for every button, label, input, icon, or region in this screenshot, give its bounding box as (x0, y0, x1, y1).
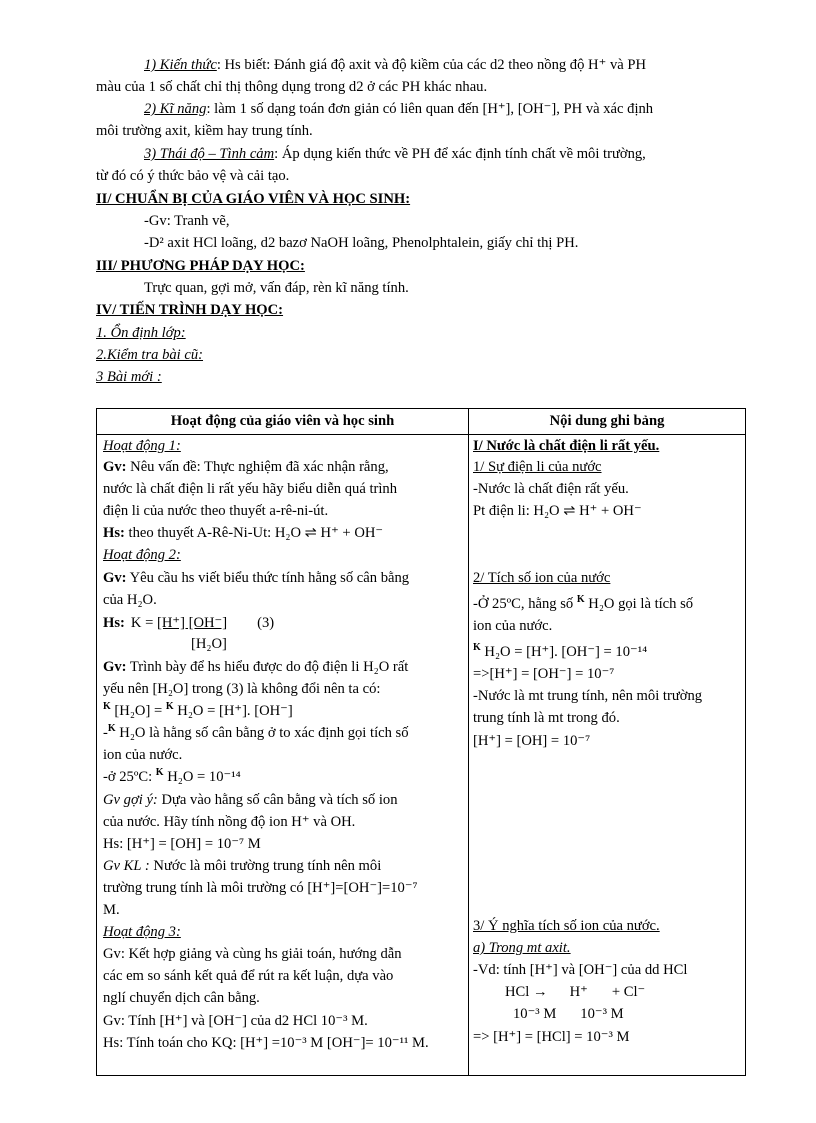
k-superscript: K (155, 767, 164, 779)
hs4-line: Hs: Tính toán cho KQ: [H⁺] =10⁻³ M [OH⁻]= 10⁻¹¹ M. (103, 1035, 429, 1051)
gv3-line-d (103, 723, 409, 743)
gv2-line-a (103, 568, 409, 588)
reaction-product-cl: + Cl⁻ (611, 984, 646, 1000)
column-header-activities: Hoạt động của giáo viên và học sinh (97, 409, 469, 435)
conclusion-line-b: trường trung tính là môi trường có [H⁺]=[OH⁻]=10⁻⁷ (103, 880, 418, 896)
gv5-line: Gv: Tính [H⁺] và [OH⁻] của d2 HCl 10⁻³ M. (103, 1013, 368, 1029)
conclusion-tag: Gv KL : (103, 858, 150, 874)
equation-number: (3) (257, 615, 275, 631)
board-subtitle-1-1: 1/ Sự điện li của nước (473, 459, 602, 475)
objective-attitude-label: 3) Thái độ – Tình cảm (144, 146, 275, 162)
objective-skill-label: 2) Kĩ năng (144, 101, 207, 117)
board-line-3-text: H₂O gọi là tích số (584, 596, 694, 612)
board-line-4: ion của nước. (473, 618, 553, 634)
board-title-1: I/ Nước là chất điện li rất yếu. (473, 438, 660, 454)
fraction-denominator: [H₂O] (191, 636, 227, 652)
hint-line-a (103, 790, 398, 810)
reaction-product-h: H⁺ (569, 984, 588, 1000)
lesson-table (96, 408, 746, 1076)
board-line-11 (505, 982, 645, 1002)
board-line-5 (473, 642, 647, 662)
dash: - (103, 725, 108, 741)
objective-knowledge-text: : Hs biết: Đánh giá độ axit và độ kiềm của các d2 theo nồng độ H⁺ và PH (216, 57, 647, 73)
preparation-materials: -D² axit HCl loãng, d2 bazơ NaOH loãng, Phenolphtalein, giấy chỉ thị PH. (144, 235, 579, 251)
board-line-9: [H⁺] = [OH] = 10⁻⁷ (473, 733, 591, 749)
board-line-13: => [H⁺] = [HCl] = 10⁻³ M (473, 1029, 630, 1045)
objective-attitude-text: : Áp dụng kiến thức về PH để xác định tính chất về môi trường, (274, 146, 646, 162)
hs1-text: theo thuyết A-Rê-Ni-Ut: H₂O ⇌ H⁺ + OH⁻ (124, 525, 384, 541)
fraction-numerator: [H⁺] [OH⁻] (156, 615, 228, 631)
methods-text: Trực quan, gợi mở, vấn đáp, rèn kĩ năng tính. (144, 280, 409, 296)
objective-knowledge-cont: màu của 1 số chất chỉ thị thông dụng trong d2 ở các PH khác nhau. (96, 79, 488, 95)
product-concentration: 10⁻³ M (580, 1006, 624, 1022)
k-superscript: K (165, 701, 174, 713)
conclusion-line-a (103, 856, 381, 876)
hint-text-a: Dựa vào hằng số cân bằng và tích số ion (157, 792, 398, 808)
gv2-line-b: của H₂O. (103, 592, 157, 608)
gv3-text-c2: H₂O = [H⁺]. [OH⁻] (173, 703, 293, 719)
board-line-10: -Vd: tính [H⁺] và [OH⁻] của dd HCl (473, 962, 688, 978)
gv3-line-c (103, 701, 293, 721)
gv1-text-a: Nêu vấn đề: Thực nghiệm đã xác nhận rằng, (126, 459, 389, 475)
table-header-row (97, 409, 746, 435)
gv3-text-c: [H₂O] = (110, 703, 166, 719)
activities-cell (97, 435, 469, 1076)
k-superscript: K (473, 642, 481, 654)
process-step-1: 1. Ổn định lớp: (96, 325, 186, 341)
section-methods-title: III/ PHƯƠNG PHÁP DẠY HỌC: (96, 258, 305, 274)
k-symbol: K = (130, 615, 157, 631)
k-superscript: K (103, 701, 111, 713)
gv4-line-c: nglí chuyển dịch cân bằng. (103, 990, 260, 1006)
hs-tag: Hs: (103, 525, 125, 541)
gv-tag: Gv: (103, 570, 127, 586)
objective-attitude-cont: từ đó có ý thức bảo vệ và cải tạo. (96, 168, 290, 184)
gv1-line-a (103, 457, 389, 477)
board-subtitle-2: 2/ Tích số ion của nước (473, 570, 611, 586)
board-line-5-text: H₂O = [H⁺]. [OH⁻] = 10⁻¹⁴ (480, 644, 648, 660)
objective-skill-text: : làm 1 số dạng toán đơn giản có liên quan đến [H⁺], [OH⁻], PH và xác định (206, 101, 654, 117)
gv-tag: Gv: (103, 659, 127, 675)
temp-prefix: -ở 25ºC: (103, 769, 156, 785)
gv4-line-a: Gv: Kết hợp giảng và cùng hs giải toán, hướng dẫn (103, 946, 402, 962)
board-subtitle-3: 3/ Ý nghĩa tích số ion của nước. (473, 918, 660, 934)
board-line-12 (513, 1004, 624, 1024)
hs2-line (103, 613, 274, 633)
activity-3-heading: Hoạt động 3: (103, 924, 181, 940)
board-line-6: =>[H⁺] = [OH⁻] = 10⁻⁷ (473, 666, 615, 682)
table-body-row (97, 435, 746, 1076)
board-content-cell (469, 435, 746, 1076)
gv3-line-b: yếu nên [H₂O] trong (3) là không đổi nên ta có: (103, 681, 381, 697)
gv2-text-a: Yêu cầu hs viết biểu thức tính hằng số cân bằng (126, 570, 410, 586)
hs1-line (103, 523, 383, 543)
gv4-line-b: các em so sánh kết quả để rút ra kết luận, dựa vào (103, 968, 394, 984)
objective-knowledge-label: 1) Kiến thức (144, 57, 217, 73)
gv1-line-c: điện li của nước theo thuyết a-rê-ni-út. (103, 503, 329, 519)
section-process-title: IV/ TIẾN TRÌNH DẠY HỌC: (96, 302, 284, 318)
k-superscript: K (107, 723, 116, 735)
gv3-line-f (103, 767, 241, 787)
conclusion-text-a: Nước là môi trường trung tính nên môi (149, 858, 382, 874)
conclusion-line-c: M. (103, 902, 120, 918)
board-line-2: Pt điện li: H₂O ⇌ H⁺ + OH⁻ (473, 503, 642, 519)
gv3-line-e: ion của nước. (103, 747, 183, 763)
hint-tag: Gv gợi ý: (103, 792, 158, 808)
process-step-2: 2.Kiểm tra bài cũ: (96, 347, 204, 363)
board-line-7: -Nước là mt trung tính, nên môi trường (473, 688, 703, 704)
objective-knowledge-line (144, 55, 646, 75)
hs-tag: Hs: (103, 615, 125, 631)
board-line-1: -Nước là chất điện rất yếu. (473, 481, 629, 497)
reactant-concentration: 10⁻³ M (513, 1006, 557, 1022)
gv3-text-d: H₂O là hằng số cân bằng ở to xác định gọi tích số (115, 725, 409, 741)
objective-attitude-line (144, 144, 646, 164)
gv3-line-a (103, 657, 408, 677)
objective-skill-cont: môi trường axit, kiềm hay trung tính. (96, 123, 313, 139)
hs3-line: Hs: [H⁺] = [OH] = 10⁻⁷ M (103, 836, 261, 852)
gv1-line-b: nước là chất điện li rất yếu hãy biểu diễn quá trình (103, 481, 398, 497)
hint-line-b: của nước. Hãy tính nồng độ ion H⁺ và OH. (103, 814, 356, 830)
preparation-teacher: -Gv: Tranh vẽ, (144, 213, 230, 229)
activity-2-heading: Hoạt động 2: (103, 547, 181, 563)
section-preparation-title: II/ CHUẨN BỊ CỦA GIÁO VIÊN VÀ HỌC SINH: (96, 191, 411, 207)
gv3-text-a: Trình bày để hs hiểu được do độ điện li H₂O rất (126, 659, 409, 675)
reaction-reactant: HCl → (505, 984, 548, 1000)
board-line-3-prefix: -Ở 25ºC, hằng số (473, 596, 577, 612)
column-header-board-content: Nội dung ghi bảng (469, 409, 746, 435)
board-line-8: trung tính là mt trong đó. (473, 710, 620, 726)
board-subtitle-3a: a) Trong mt axit. (473, 940, 571, 956)
kw-value: H₂O = 10⁻¹⁴ (163, 769, 241, 785)
activity-1-heading: Hoạt động 1: (103, 438, 181, 454)
k-superscript: K (576, 594, 585, 606)
gv-tag: Gv: (103, 459, 127, 475)
objective-skill-line (144, 99, 653, 119)
board-line-3 (473, 594, 693, 614)
process-step-3: 3 Bài mới : (96, 369, 162, 385)
